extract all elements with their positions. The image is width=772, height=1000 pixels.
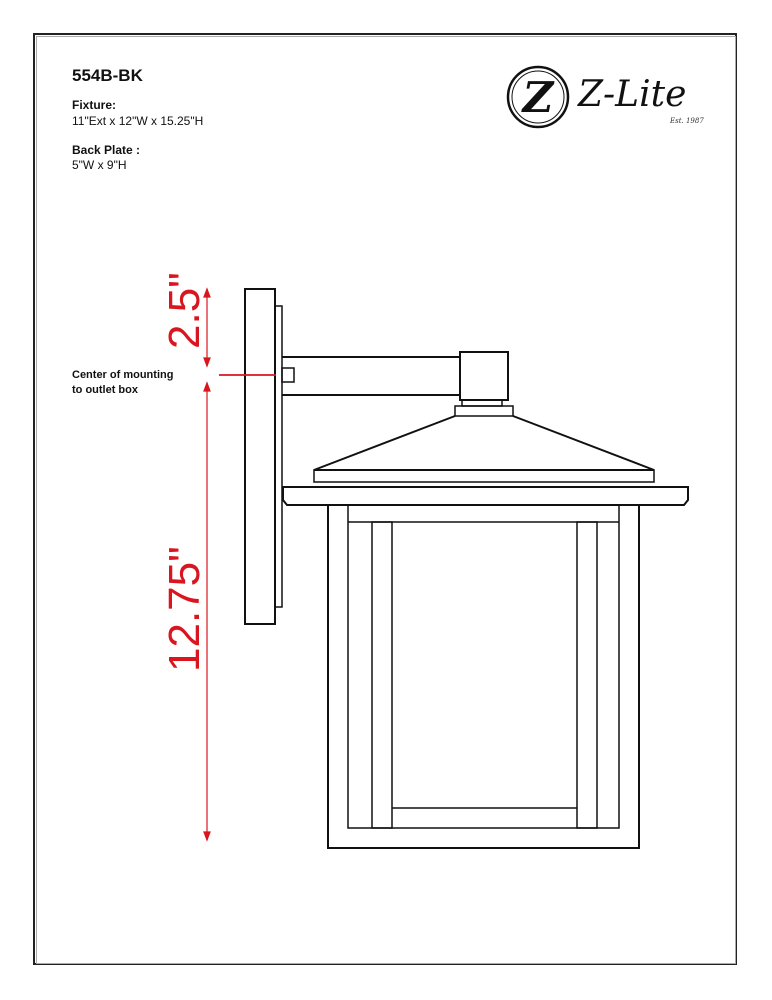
logo-wordmark: Z-Lite [578, 74, 687, 115]
lantern-inner-frame [348, 505, 619, 828]
mounting-nut [282, 368, 294, 382]
logo-mark-letter: Z [522, 73, 554, 122]
dimension-bottom-label: 12.75" [160, 546, 209, 672]
arm-cap [460, 352, 508, 400]
back-plate [245, 289, 275, 624]
model-number: 554B-BK [72, 66, 143, 85]
right-mullion [577, 522, 597, 828]
eave [283, 487, 688, 505]
arrow-bottom-down [204, 832, 210, 840]
finial-base [455, 406, 513, 416]
backplate-label: Back Plate : [72, 143, 141, 157]
mounting-note-line1: Center of mounting [72, 369, 174, 381]
backplate-dimensions: 5"W x 9"H [72, 158, 127, 172]
roof-rim [314, 470, 654, 482]
arrow-bottom-up [204, 383, 210, 391]
arrow-top-down [204, 358, 210, 366]
logo-established: Est. 1987 [670, 117, 704, 125]
fixture-label: Fixture: [72, 98, 117, 112]
left-mullion [372, 522, 392, 828]
roof [314, 416, 654, 470]
back-plate-edge [275, 306, 282, 607]
lantern-frame [328, 505, 639, 848]
mounting-note-line2: to outlet box [72, 384, 138, 396]
fixture-dimensions: 11"Ext x 12"W x 15.25"H [72, 114, 204, 128]
dimension-top-label: 2.5" [160, 272, 209, 349]
